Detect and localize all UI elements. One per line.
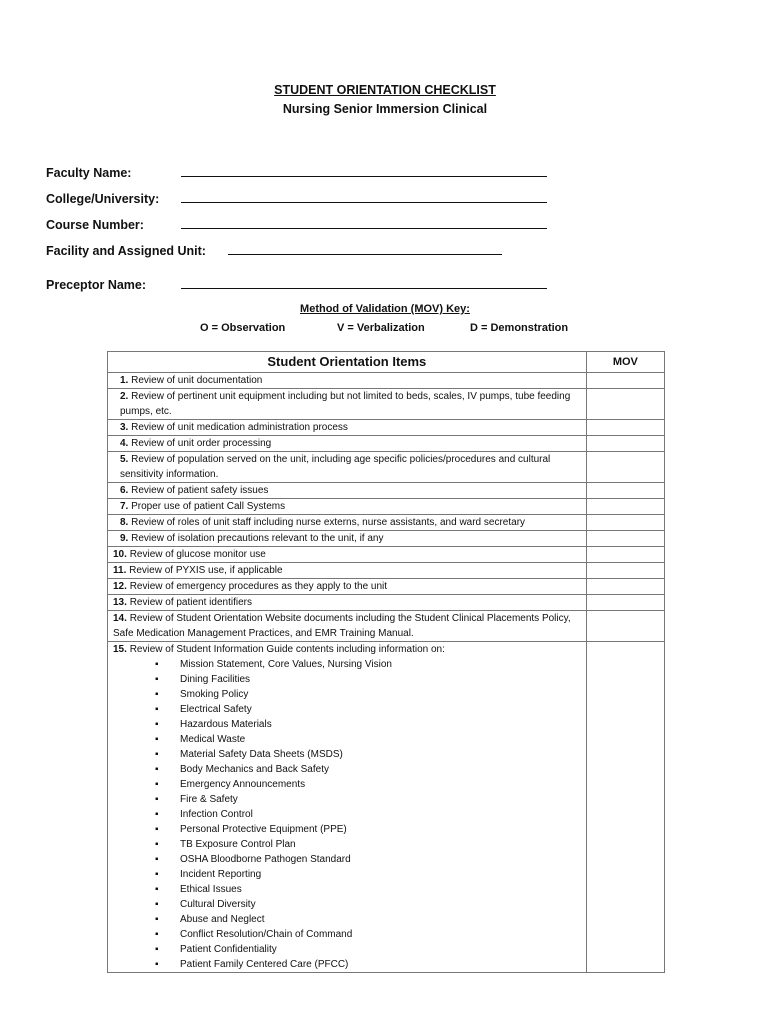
guide-topic-item: ▪ Patient Family Centered Care (PFCC) xyxy=(155,957,581,972)
mov-entry-cell[interactable] xyxy=(586,515,664,531)
mov-entry-cell[interactable] xyxy=(586,642,664,973)
item-number: 12. xyxy=(113,581,127,592)
item-text: Review of pertinent unit equipment including but not limited to beds, scales, IV pumps, tube feeding pumps, etc. xyxy=(120,391,571,417)
facility-unit-label: Facility and Assigned Unit: xyxy=(46,244,206,258)
mov-entry-cell[interactable] xyxy=(586,611,664,642)
item-number: 15. xyxy=(113,644,127,655)
college-university-label: College/University: xyxy=(46,192,160,206)
item-number: 1. xyxy=(120,375,129,386)
guide-topic-item: ▪ Incident Reporting xyxy=(155,867,581,882)
mov-key-observation: O = Observation xyxy=(200,322,286,334)
guide-topic-item: ▪ Fire & Safety xyxy=(155,792,581,807)
checklist-row xyxy=(108,483,665,499)
item-text: Review of PYXIS use, if applicable xyxy=(129,565,283,576)
item-number: 4. xyxy=(120,438,129,449)
item-number: 6. xyxy=(120,485,129,496)
item-text: Review of unit order processing xyxy=(131,438,272,449)
preceptor-name-label: Preceptor Name: xyxy=(46,278,147,292)
item-text: Review of Student Orientation Website documents including the Student Clinical Placements Policy, Safe Medication Management Practices, and EMR Training Manual. xyxy=(113,613,571,639)
item-number: 13. xyxy=(113,597,127,608)
document-title: STUDENT ORIENTATION CHECKLIST xyxy=(274,83,496,97)
mov-entry-cell[interactable] xyxy=(586,373,664,389)
guide-topic-item: ▪ Cultural Diversity xyxy=(155,897,581,912)
mov-key-title: Method of Validation (MOV) Key: xyxy=(300,303,470,315)
mov-entry-cell[interactable] xyxy=(586,563,664,579)
checklist-item xyxy=(108,642,587,973)
facility-unit-field[interactable] xyxy=(228,254,502,255)
guide-topic-item: ▪ Smoking Policy xyxy=(155,687,581,702)
orientation-checklist-table xyxy=(107,351,665,973)
item-number: 14. xyxy=(113,613,127,624)
checklist-item xyxy=(108,499,587,515)
item-text: Review of isolation precautions relevant to the unit, if any xyxy=(131,533,384,544)
checklist-row xyxy=(108,595,665,611)
guide-topic-item: ▪ Abuse and Neglect xyxy=(155,912,581,927)
item-text: Review of Student Information Guide contents including information on: xyxy=(129,644,445,655)
item-number: 10. xyxy=(113,549,127,560)
item-text: Review of patient identifiers xyxy=(129,597,252,608)
guide-topic-item: ▪ OSHA Bloodborne Pathogen Standard xyxy=(155,852,581,867)
guide-topic-item: ▪ Personal Protective Equipment (PPE) xyxy=(155,822,581,837)
checklist-row xyxy=(108,436,665,452)
checklist-row xyxy=(108,420,665,436)
document-subtitle: Nursing Senior Immersion Clinical xyxy=(282,102,488,116)
guide-topic-item: ▪ Emergency Announcements xyxy=(155,777,581,792)
item-number: 2. xyxy=(120,391,129,402)
mov-entry-cell[interactable] xyxy=(586,579,664,595)
checklist-item xyxy=(108,595,587,611)
mov-key-verbalization: V = Verbalization xyxy=(337,322,425,334)
checklist-row xyxy=(108,373,665,389)
guide-topic-item: ▪ Conflict Resolution/Chain of Command xyxy=(155,927,581,942)
item-number: 9. xyxy=(120,533,129,544)
checklist-item xyxy=(108,547,587,563)
mov-entry-cell[interactable] xyxy=(586,499,664,515)
guide-topic-item: ▪ Ethical Issues xyxy=(155,882,581,897)
checklist-item xyxy=(108,579,587,595)
item-text: Review of unit documentation xyxy=(131,375,263,386)
checklist-row xyxy=(108,515,665,531)
checklist-item xyxy=(108,373,587,389)
checklist-row xyxy=(108,452,665,483)
mov-entry-cell[interactable] xyxy=(586,389,664,420)
checklist-item xyxy=(108,563,587,579)
items-column-header: Student Orientation Items xyxy=(108,352,587,373)
checklist-row xyxy=(108,579,665,595)
item-text: Proper use of patient Call Systems xyxy=(131,501,286,512)
course-number-label: Course Number: xyxy=(46,218,144,232)
guide-topics-list xyxy=(113,657,581,972)
checklist-row xyxy=(108,611,665,642)
checklist-item xyxy=(108,483,587,499)
guide-topic-item: ▪ Medical Waste xyxy=(155,732,581,747)
checklist-row xyxy=(108,547,665,563)
preceptor-name-field[interactable] xyxy=(181,288,547,289)
guide-topic-item: ▪ Hazardous Materials xyxy=(155,717,581,732)
item-number: 8. xyxy=(120,517,129,528)
item-text: Review of glucose monitor use xyxy=(129,549,266,560)
item-number: 11. xyxy=(113,565,127,576)
guide-topic-item: ▪ Infection Control xyxy=(155,807,581,822)
item-text: Review of patient safety issues xyxy=(131,485,269,496)
checklist-item xyxy=(108,531,587,547)
mov-entry-cell[interactable] xyxy=(586,483,664,499)
mov-key-demonstration: D = Demonstration xyxy=(470,322,569,334)
checklist-item xyxy=(108,420,587,436)
checklist-item xyxy=(108,611,587,642)
guide-topic-item: ▪ Dining Facilities xyxy=(155,672,581,687)
mov-column-header: MOV xyxy=(586,352,664,373)
checklist-row xyxy=(108,563,665,579)
item-text: Review of unit medication administration process xyxy=(131,422,348,433)
guide-topic-item: ▪ TB Exposure Control Plan xyxy=(155,837,581,852)
checklist-row xyxy=(108,531,665,547)
checklist-item xyxy=(108,515,587,531)
college-university-field[interactable] xyxy=(181,202,547,203)
item-text: Review of population served on the unit, including age specific policies/procedures and cultural sensitivity information. xyxy=(120,454,551,480)
checklist-item xyxy=(108,436,587,452)
checklist-item xyxy=(108,389,587,420)
course-number-field[interactable] xyxy=(181,228,547,229)
mov-entry-cell[interactable] xyxy=(586,420,664,436)
item-text: Review of roles of unit staff including nurse externs, nurse assistants, and ward secretary xyxy=(131,517,526,528)
guide-topic-item: ▪ Electrical Safety xyxy=(155,702,581,717)
mov-entry-cell[interactable] xyxy=(586,595,664,611)
guide-topic-item: ▪ Body Mechanics and Back Safety xyxy=(155,762,581,777)
item-number: 7. xyxy=(120,501,129,512)
mov-entry-cell[interactable] xyxy=(586,547,664,563)
guide-topic-item: ▪ Patient Confidentiality xyxy=(155,942,581,957)
mov-entry-cell[interactable] xyxy=(586,452,664,483)
guide-topic-item: ▪ Material Safety Data Sheets (MSDS) xyxy=(155,747,581,762)
item-number: 3. xyxy=(120,422,129,433)
faculty-name-label: Faculty Name: xyxy=(46,166,132,180)
faculty-name-field[interactable] xyxy=(181,176,547,177)
item-text: Review of emergency procedures as they apply to the unit xyxy=(129,581,388,592)
mov-entry-cell[interactable] xyxy=(586,436,664,452)
guide-topic-item: ▪ Mission Statement, Core Values, Nursing Vision xyxy=(155,657,581,672)
checklist-row xyxy=(108,499,665,515)
item-number: 5. xyxy=(120,454,129,465)
mov-entry-cell[interactable] xyxy=(586,531,664,547)
checklist-item xyxy=(108,452,587,483)
checklist-row xyxy=(108,642,665,973)
checklist-row xyxy=(108,389,665,420)
